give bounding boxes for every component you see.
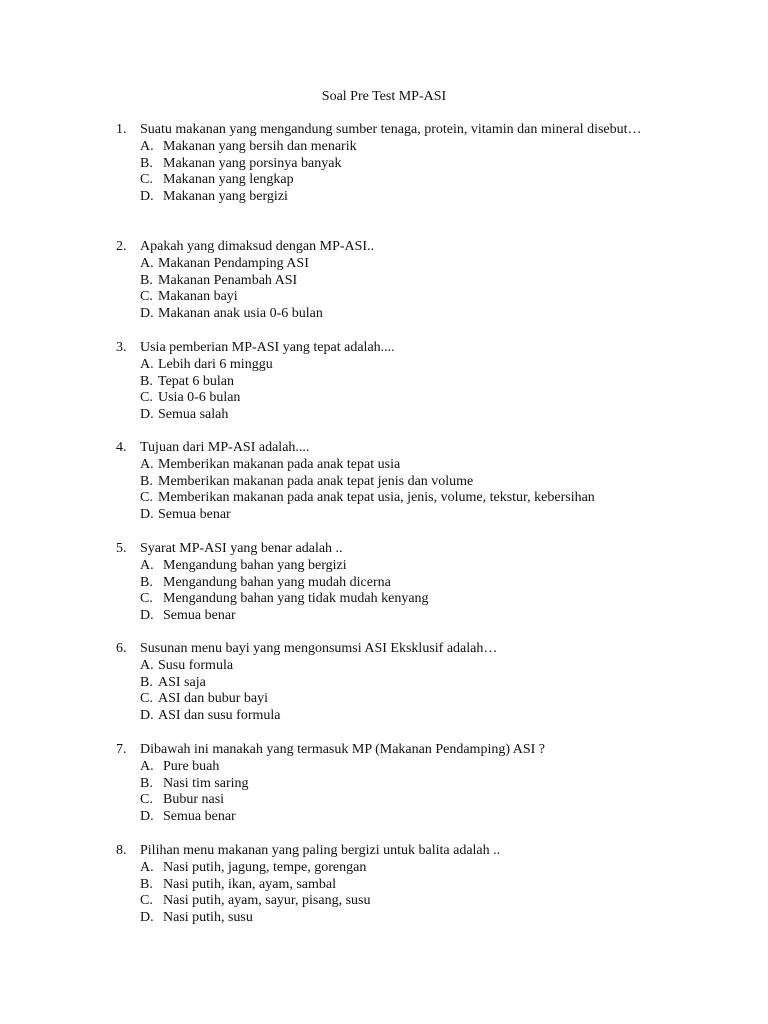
question-number: 8. [116, 843, 127, 858]
option-b: B. Nasi putih, ikan, ayam, sambal [140, 876, 337, 892]
question-5 [116, 541, 656, 625]
document-title: Soal Pre Test MP-ASI [321, 89, 447, 104]
option-c: C. Mengandung bahan yang tidak mudah kenyang [140, 591, 429, 607]
option-d: D. Nasi putih, susu [140, 910, 253, 926]
option-c: C. Bubur nasi [140, 792, 225, 808]
question-text: Pilihan menu makanan yang paling bergizi untuk balita adalah .. [140, 843, 501, 858]
option-d: D. ASI dan susu formula [140, 708, 281, 724]
question-number: 4. [116, 440, 127, 455]
option-d: D. Makanan yang bergizi [140, 189, 288, 205]
option-c: C. Makanan yang lengkap [140, 172, 294, 188]
question-number: 3. [116, 340, 127, 355]
option-b: B. Tepat 6 bulan [140, 373, 234, 389]
question-number: 7. [116, 742, 127, 757]
question-3 [116, 340, 656, 424]
options-list [140, 256, 656, 323]
option-a: A. Makanan Pendamping ASI [140, 255, 309, 271]
question-number: 2. [116, 239, 127, 254]
question-text: Usia pemberian MP-ASI yang tepat adalah.... [140, 340, 395, 355]
option-a: A. Memberikan makanan pada anak tepat usia [140, 456, 401, 472]
option-b: B. Makanan yang porsinya banyak [140, 155, 342, 171]
option-b: B. Makanan Penambah ASI [140, 272, 298, 288]
option-c: C. Makanan bayi [140, 289, 238, 305]
question-7 [116, 742, 656, 826]
question-2 [116, 239, 656, 323]
question-4 [116, 440, 676, 524]
question-text: Suatu makanan yang mengandung sumber tenaga, protein, vitamin dan mineral disebut… [140, 122, 642, 137]
question-8 [116, 843, 656, 927]
option-a: A. Makanan yang bersih dan menarik [140, 138, 357, 154]
option-c: C. Nasi putih, ayam, sayur, pisang, susu [140, 893, 371, 909]
option-b: B. Memberikan makanan pada anak tepat jenis dan volume [140, 473, 474, 489]
options-list [140, 357, 656, 424]
question-text: Susunan menu bayi yang mengonsumsi ASI Eksklusif adalah… [140, 641, 498, 656]
option-c: C. Usia 0-6 bulan [140, 390, 241, 406]
options-list [140, 558, 656, 625]
option-d: D. Semua salah [140, 407, 229, 423]
question-1 [116, 122, 656, 206]
option-d: D. Makanan anak usia 0-6 bulan [140, 306, 323, 322]
options-list [140, 139, 656, 206]
option-c: C. Memberikan makanan pada anak tepat usia, jenis, volume, tekstur, kebersihan [140, 490, 595, 506]
options-list [140, 457, 676, 524]
option-b: B. Nasi tim saring [140, 775, 249, 791]
question-number: 6. [116, 641, 127, 656]
question-6 [116, 641, 656, 725]
option-a: A. Mengandung bahan yang bergizi [140, 557, 347, 573]
option-d: D. Semua benar [140, 809, 236, 825]
options-list [140, 658, 656, 725]
option-a: A. Nasi putih, jagung, tempe, gorengan [140, 859, 367, 875]
option-a: A. Lebih dari 6 minggu [140, 356, 273, 372]
question-text: Dibawah ini manakah yang termasuk MP (Makanan Pendamping) ASI ? [140, 742, 546, 757]
question-text: Syarat MP-ASI yang benar adalah .. [140, 541, 343, 556]
options-list [140, 759, 656, 826]
option-d: D. Semua benar [140, 507, 231, 523]
question-text: Tujuan dari MP-ASI adalah.... [140, 440, 310, 455]
option-b: B. Mengandung bahan yang mudah dicerna [140, 574, 391, 590]
option-d: D. Semua benar [140, 608, 236, 624]
question-text: Apakah yang dimaksud dengan MP-ASI.. [140, 239, 375, 254]
option-a: A. Pure buah [140, 758, 220, 774]
option-c: C. ASI dan bubur bayi [140, 691, 269, 707]
option-a: A. Susu formula [140, 657, 234, 673]
options-list [140, 860, 656, 927]
question-number: 5. [116, 541, 127, 556]
question-number: 1. [116, 122, 127, 137]
option-b: B. ASI saja [140, 674, 206, 690]
